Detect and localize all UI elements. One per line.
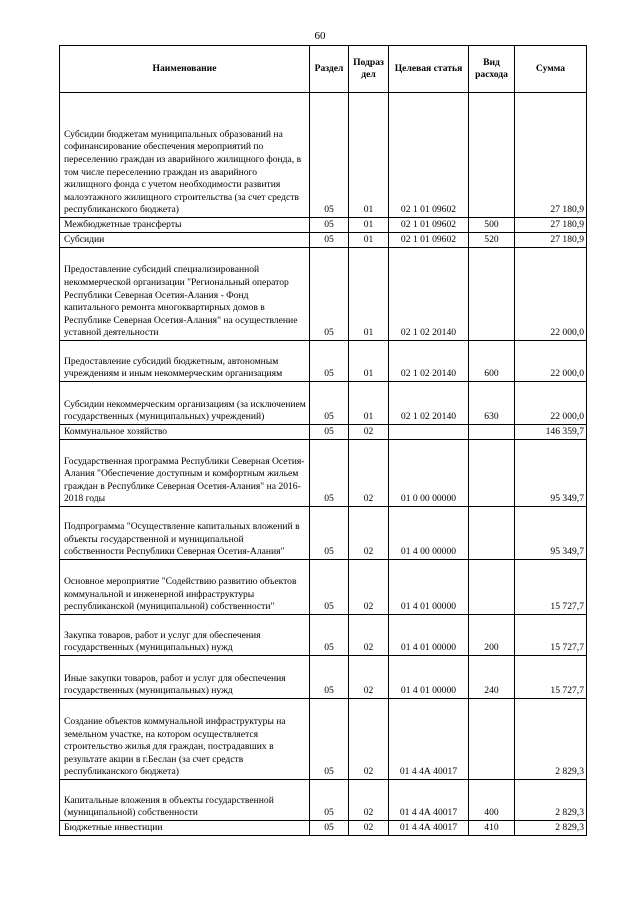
row-subsection: 02 xyxy=(349,440,389,507)
row-name-cell xyxy=(60,382,310,425)
row-target: 01 4 01 00000 xyxy=(389,560,469,615)
row-target: 01 4 4А 40017 xyxy=(389,780,469,821)
row-name: Иные закупки товаров, работ и услуг для обеспечения государственных (муниципальных) нужд xyxy=(64,672,286,697)
row-subsection: 02 xyxy=(349,699,389,780)
row-expense-type: 240 xyxy=(469,656,515,699)
table-row xyxy=(60,341,587,382)
header-row xyxy=(60,46,587,93)
table-row xyxy=(60,425,587,440)
row-subsection: 02 xyxy=(349,425,389,440)
row-expense-type: 400 xyxy=(469,780,515,821)
row-target: 02 1 01 09602 xyxy=(389,233,469,248)
row-expense-type: 410 xyxy=(469,821,515,836)
header-subsection: Подраз дел xyxy=(349,46,389,93)
row-target: 02 1 02 20140 xyxy=(389,341,469,382)
row-amount: 27 180,9 xyxy=(515,93,587,218)
row-target: 01 4 4А 40017 xyxy=(389,699,469,780)
row-amount: 22 000,0 xyxy=(515,341,587,382)
header-expense-type: Вид расхода xyxy=(469,46,515,93)
row-amount: 27 180,9 xyxy=(515,233,587,248)
table-row xyxy=(60,440,587,507)
row-section: 05 xyxy=(310,560,349,615)
table-row xyxy=(60,93,587,218)
row-section: 05 xyxy=(310,615,349,656)
row-name-cell xyxy=(60,233,310,248)
table-row xyxy=(60,218,587,233)
row-subsection: 02 xyxy=(349,656,389,699)
row-expense-type xyxy=(469,425,515,440)
row-name-cell xyxy=(60,425,310,440)
row-expense-type xyxy=(469,248,515,341)
row-target: 01 4 01 00000 xyxy=(389,656,469,699)
row-subsection: 02 xyxy=(349,507,389,560)
page-number: 60 xyxy=(314,30,326,42)
row-name-cell xyxy=(60,248,310,341)
row-name-cell xyxy=(60,656,310,699)
row-name-cell xyxy=(60,341,310,382)
row-expense-type: 500 xyxy=(469,218,515,233)
table-row xyxy=(60,248,587,341)
table-row xyxy=(60,780,587,821)
row-section: 05 xyxy=(310,440,349,507)
table-row xyxy=(60,507,587,560)
row-name-cell xyxy=(60,560,310,615)
row-name-cell xyxy=(60,821,310,836)
row-section: 05 xyxy=(310,218,349,233)
row-subsection: 01 xyxy=(349,233,389,248)
row-name: Основное мероприятие "Содействию развитию объектов коммунальной и инженерной инфраструктуры республиканской (муниципальной) собственности" xyxy=(64,576,297,613)
row-name-cell xyxy=(60,615,310,656)
row-subsection: 02 xyxy=(349,780,389,821)
row-target: 02 1 02 20140 xyxy=(389,248,469,341)
row-name-cell xyxy=(60,440,310,507)
row-amount: 95 349,7 xyxy=(515,507,587,560)
row-expense-type: 200 xyxy=(469,615,515,656)
row-name: Бюджетные инвестиции xyxy=(64,822,163,834)
header-amount: Сумма xyxy=(515,46,587,93)
row-subsection: 02 xyxy=(349,560,389,615)
budget-table xyxy=(59,45,587,836)
row-expense-type xyxy=(469,93,515,218)
row-name-cell xyxy=(60,699,310,780)
row-section: 05 xyxy=(310,233,349,248)
row-name: Создание объектов коммунальной инфраструктуры на земельном участке, на котором осуществляется строительство жилья для граждан, пострадавших в результате акции в г.Беслан (за счет средств республиканского бюджета) xyxy=(64,716,286,778)
row-name: Капитальные вложения в объекты государственной (муниципальной) собственности xyxy=(64,794,274,819)
row-name: Субсидии xyxy=(64,234,105,246)
row-name-cell xyxy=(60,93,310,218)
row-expense-type: 630 xyxy=(469,382,515,425)
row-name: Подпрограмма "Осуществление капитальных вложений в объекты государственной и муниципальной собственности Республики Северная Осетия-Алания" xyxy=(64,521,300,558)
row-amount: 95 349,7 xyxy=(515,440,587,507)
row-section: 05 xyxy=(310,656,349,699)
row-amount: 2 829,3 xyxy=(515,699,587,780)
row-subsection: 01 xyxy=(349,382,389,425)
row-name: Коммунальное хозяйство xyxy=(64,426,168,438)
row-expense-type xyxy=(469,507,515,560)
row-name-cell xyxy=(60,780,310,821)
row-name: Субсидии некоммерческим организациям (за исключением государственных (муниципальных) учреждений) xyxy=(64,398,306,423)
row-target: 02 1 01 09602 xyxy=(389,93,469,218)
table-row xyxy=(60,699,587,780)
header-name: Наименование xyxy=(60,46,310,93)
row-name: Межбюджетные трансферты xyxy=(64,219,182,231)
row-target: 01 4 00 00000 xyxy=(389,507,469,560)
row-section: 05 xyxy=(310,821,349,836)
row-target: 01 4 4А 40017 xyxy=(389,821,469,836)
row-expense-type xyxy=(469,560,515,615)
table-row xyxy=(60,656,587,699)
row-section: 05 xyxy=(310,341,349,382)
header-section: Раздел xyxy=(310,46,349,93)
row-name: Закупка товаров, работ и услуг для обеспечения государственных (муниципальных) нужд xyxy=(64,629,261,654)
row-subsection: 01 xyxy=(349,341,389,382)
row-amount: 22 000,0 xyxy=(515,382,587,425)
table-row xyxy=(60,821,587,836)
row-amount: 15 727,7 xyxy=(515,615,587,656)
row-name: Государственная программа Республики Северная Осетия-Алания "Обеспечение доступным и комфортным жильем граждан в Республике Северная Осетия-Алания" на 2016-2018 годы xyxy=(64,455,305,505)
row-expense-type xyxy=(469,440,515,507)
row-subsection: 01 xyxy=(349,93,389,218)
row-amount: 22 000,0 xyxy=(515,248,587,341)
row-expense-type: 520 xyxy=(469,233,515,248)
row-target: 01 0 00 00000 xyxy=(389,440,469,507)
row-amount: 27 180,9 xyxy=(515,218,587,233)
row-amount: 15 727,7 xyxy=(515,560,587,615)
table-row xyxy=(60,233,587,248)
row-section: 05 xyxy=(310,780,349,821)
row-section: 05 xyxy=(310,248,349,341)
row-name: Предоставление субсидий специализированной некоммерческой организации "Региональный оператор Республики Северная Осетия-Алания - Фонд капитального ремонта многоквартирных домов в Республике Северная Осетия-Алания" на осуществление уставной деятельности xyxy=(64,264,298,339)
row-name-cell xyxy=(60,507,310,560)
row-section: 05 xyxy=(310,425,349,440)
row-name: Субсидии бюджетам муниципальных образований на софинансирование обеспечения мероприятий по переселению граждан из аварийного жилищного фонда, в том числе переселению граждан из аварийного жилищного фонда с учетом необходимости развития малоэтажного жилищного строительства (за счет средств республиканского бюджета) xyxy=(64,128,302,216)
table-row xyxy=(60,560,587,615)
row-section: 05 xyxy=(310,93,349,218)
row-name-cell xyxy=(60,218,310,233)
row-target: 02 1 02 20140 xyxy=(389,382,469,425)
row-section: 05 xyxy=(310,699,349,780)
row-subsection: 01 xyxy=(349,218,389,233)
row-target: 01 4 01 00000 xyxy=(389,615,469,656)
row-target xyxy=(389,425,469,440)
row-target: 02 1 01 09602 xyxy=(389,218,469,233)
row-amount: 146 359,7 xyxy=(515,425,587,440)
row-section: 05 xyxy=(310,507,349,560)
row-subsection: 02 xyxy=(349,615,389,656)
row-amount: 2 829,3 xyxy=(515,821,587,836)
row-amount: 15 727,7 xyxy=(515,656,587,699)
row-expense-type: 600 xyxy=(469,341,515,382)
row-amount: 2 829,3 xyxy=(515,780,587,821)
header-target: Целевая статья xyxy=(389,46,469,93)
row-subsection: 02 xyxy=(349,821,389,836)
table-row xyxy=(60,615,587,656)
row-name: Предоставление субсидий бюджетным, автономным учреждениям и иным некоммерческим организациям xyxy=(64,355,283,380)
row-section: 05 xyxy=(310,382,349,425)
row-expense-type xyxy=(469,699,515,780)
row-subsection: 01 xyxy=(349,248,389,341)
table-row xyxy=(60,382,587,425)
